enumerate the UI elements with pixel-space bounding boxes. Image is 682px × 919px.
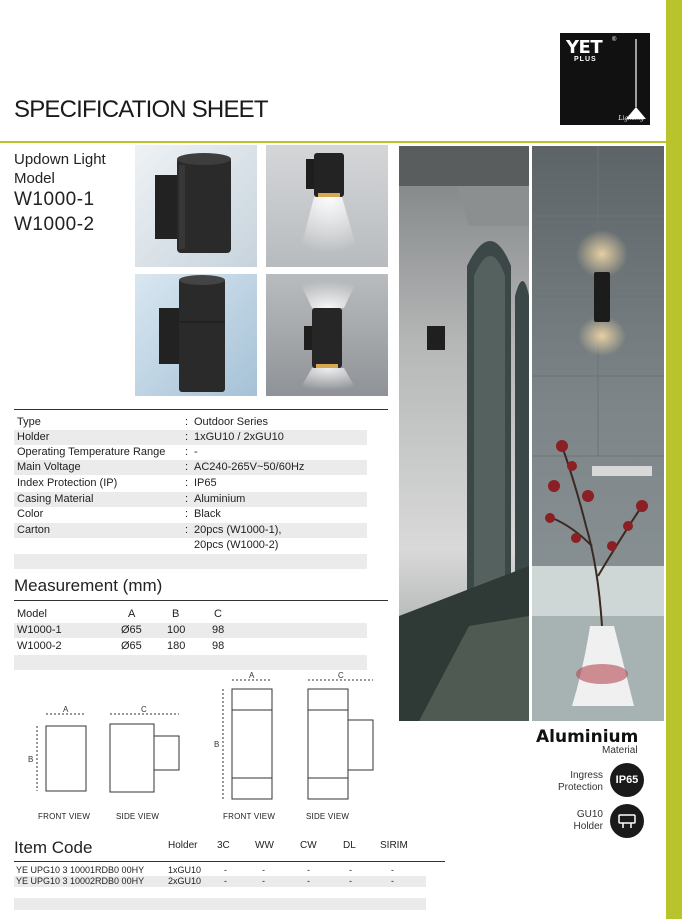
measurement-row-filler	[14, 655, 367, 670]
spec-value: Black	[194, 508, 221, 520]
brand-logo	[560, 33, 650, 125]
holder-label-line2: Holder	[573, 821, 603, 832]
item-code-cell: YE UPG10 3 10002RDB0 00HY	[16, 876, 145, 886]
item-code-header: DL	[343, 840, 356, 851]
item-code-cell: 1xGU10	[168, 865, 202, 875]
brand-name: YET	[566, 37, 603, 58]
drawing-w1000-1-front	[37, 714, 86, 791]
spec-row-filler	[14, 554, 367, 569]
spec-value: AC240-265V~50/60Hz	[194, 461, 305, 473]
measurement-cell: 180	[167, 640, 186, 652]
measurement-cell: 100	[167, 624, 186, 636]
measurement-cell: 98	[212, 624, 225, 636]
dim-label-a: A	[63, 705, 69, 714]
spec-value: -	[194, 446, 198, 458]
side-view-label: SIDE VIEW	[116, 812, 160, 821]
gu10-lamp-icon	[610, 804, 644, 838]
installation-photo-vase	[532, 146, 664, 721]
material-name: Aluminium	[536, 727, 639, 747]
accent-side-stripe	[666, 0, 682, 919]
measurement-title: Measurement (mm)	[14, 576, 163, 595]
spec-label: Main Voltage	[17, 461, 81, 473]
measurement-cell: Ø65	[121, 624, 142, 636]
measurement-row	[14, 623, 367, 638]
measurement-cell: W1000-1	[17, 624, 62, 636]
spec-label: Type	[17, 416, 41, 428]
item-code-cell: -	[262, 865, 265, 875]
brand-registered-mark: ®	[612, 37, 617, 43]
lamp-logo-icon	[560, 33, 650, 125]
product-description	[14, 150, 106, 188]
measurement-header: A	[128, 608, 136, 620]
brand-tagline: Lighting	[618, 115, 644, 122]
measurement-header: B	[172, 608, 180, 620]
spec-label: Casing Material	[17, 493, 94, 505]
dim-label-c: C	[141, 705, 147, 714]
item-code-row-filler	[14, 898, 426, 910]
spec-colon: :	[185, 416, 189, 428]
spec-row	[14, 492, 367, 507]
product-photo-w1000-2-lit	[266, 274, 388, 396]
item-code-row	[14, 876, 426, 887]
measurement-cell: 98	[212, 640, 225, 652]
dim-label-b: B	[214, 740, 220, 749]
brand-sub: PLUS	[574, 56, 597, 63]
item-code-title: Item Code	[14, 838, 93, 857]
spec-row	[14, 476, 367, 491]
measurement-row	[14, 639, 367, 654]
holder-label	[574, 809, 603, 833]
item-code-cell: 2xGU10	[168, 876, 202, 886]
product-model-1: W1000-1	[14, 189, 95, 210]
spec-label: Color	[17, 508, 44, 520]
spec-colon: :	[185, 477, 189, 489]
item-code-cell: -	[307, 865, 310, 875]
spec-value: Aluminium	[194, 493, 246, 505]
measurement-cell: W1000-2	[17, 640, 62, 652]
spec-label: Carton	[17, 524, 51, 536]
title-divider	[0, 141, 666, 143]
item-code-cell: -	[391, 865, 394, 875]
item-code-header: Holder	[168, 840, 198, 851]
spec-colon: :	[185, 493, 189, 505]
spec-colon: :	[185, 508, 189, 520]
spec-colon: :	[185, 431, 189, 443]
dim-label-b: B	[28, 755, 34, 764]
side-view-label: SIDE VIEW	[306, 812, 350, 821]
product-photo-w1000-1	[135, 145, 257, 267]
ingress-label-line2: Protection	[557, 782, 603, 793]
measurement-header-row	[14, 607, 367, 622]
gu10-holder-badge	[610, 804, 644, 838]
spec-value: Outdoor Series	[194, 416, 268, 428]
spec-row	[14, 430, 367, 445]
product-type: Updown Light	[14, 151, 106, 168]
item-code-cell: -	[262, 876, 265, 886]
front-view-label: FRONT VIEW	[223, 812, 276, 821]
spec-value: 20pcs (W1000-1),	[194, 524, 282, 536]
spec-label: Holder	[17, 431, 50, 443]
item-code-header: WW	[255, 840, 274, 851]
spec-colon: :	[185, 446, 189, 458]
item-code-cell: YE UPG10 3 10001RDB0 00HY	[16, 865, 145, 875]
material-caption: Material	[602, 745, 638, 756]
front-view-label: FRONT VIEW	[38, 812, 91, 821]
item-code-cell: -	[224, 865, 227, 875]
spec-row	[14, 523, 367, 538]
product-photo-w1000-1-lit	[266, 145, 388, 267]
measurement-header: Model	[17, 608, 47, 620]
holder-label-line1: GU10	[576, 809, 603, 820]
ingress-label	[558, 770, 603, 794]
spec-value: IP65	[194, 477, 217, 489]
dim-label-c: C	[338, 671, 344, 680]
spec-row	[14, 460, 367, 475]
dim-label-a: A	[249, 671, 255, 680]
spec-row	[14, 507, 367, 522]
item-code-top-rule	[14, 861, 445, 862]
item-code-header: 3C	[217, 840, 230, 851]
measurement-cell: Ø65	[121, 640, 142, 652]
spec-row	[14, 415, 367, 430]
ingress-label-line1: Ingress	[570, 770, 603, 781]
spec-row	[14, 445, 367, 460]
product-photo-w1000-2	[135, 274, 257, 396]
spec-table-top-rule	[14, 409, 388, 410]
technical-drawings	[0, 670, 400, 820]
item-code-cell: -	[224, 876, 227, 886]
spec-label: Operating Temperature Range	[17, 446, 166, 458]
item-code-header: SIRIM	[380, 840, 408, 851]
drawing-w1000-2-front	[223, 680, 272, 799]
item-code-cell: -	[349, 865, 352, 875]
page-title: SPECIFICATION SHEET	[14, 96, 268, 123]
spec-row	[14, 538, 367, 553]
drawing-w1000-1-side	[110, 714, 179, 792]
measurement-top-rule	[14, 600, 388, 601]
spec-value: 20pcs (W1000-2)	[194, 539, 279, 551]
spec-colon: :	[185, 461, 189, 473]
item-code-cell: -	[307, 876, 310, 886]
spec-colon: :	[185, 524, 189, 536]
spec-value: 1xGU10 / 2xGU10	[194, 431, 284, 443]
ip65-badge: IP65	[610, 763, 644, 797]
item-code-cell: -	[349, 876, 352, 886]
product-model-2: W1000-2	[14, 214, 95, 235]
measurement-header: C	[214, 608, 222, 620]
item-code-row	[14, 865, 426, 876]
drawing-w1000-2-side	[308, 680, 373, 799]
spec-label: Index Protection (IP)	[17, 477, 118, 489]
item-code-header: CW	[300, 840, 317, 851]
item-code-cell: -	[391, 876, 394, 886]
product-model-label: Model	[14, 170, 55, 187]
installation-photo-arches	[399, 146, 529, 721]
